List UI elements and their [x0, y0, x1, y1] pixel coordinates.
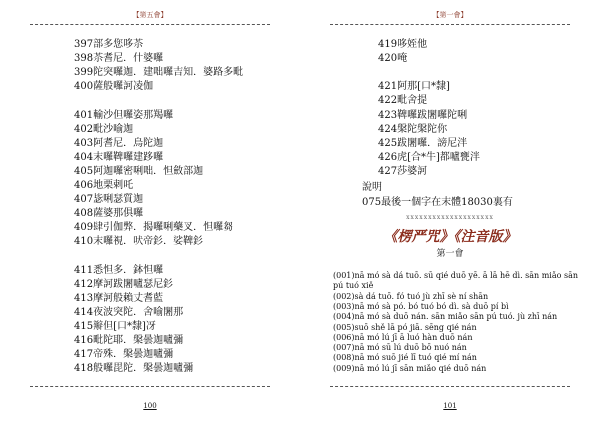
mantra-line: 399陀突囉迦．建咄囉吉知．婆路多毗: [74, 67, 244, 79]
footer-divider: [30, 386, 270, 387]
header-divider: [330, 24, 570, 25]
right-page-header: 【第一會】: [432, 11, 468, 19]
pinyin-line: (006)nā mó lú jī ā luó hàn duō nán: [333, 332, 473, 342]
pinyin-line: (001)nā mó sà dá tuō. sū qié duō yē. ā lā hē dì. sān miǎo sān: [333, 271, 579, 280]
mantra-line: 415辮但[口*隸]冴: [74, 321, 156, 332]
mantra-line: 413摩訶般賴丈耆藍: [74, 292, 164, 304]
right-page: [300, 0, 600, 424]
footer-divider: [330, 386, 570, 387]
pinyin-line: (008)nā mó suō jié lī tuó qié mí nán: [333, 353, 477, 363]
pinyin-line: (004)nā mó sà duō nán. sān miǎo sān pú tuó. jù zhī nán: [333, 312, 558, 322]
mantra-line: 412摩訶跋闍嚧瑟尼釤: [74, 278, 174, 290]
mantra-line: 426虎[合*牛]都嚧甕泮: [378, 151, 480, 163]
mantra-line: 403阿耆尼．烏陀迦: [74, 137, 164, 149]
mantra-line: 410末囉視．吠帝釤．娑鞞釤: [74, 236, 204, 248]
note-text: 075最後一個字在末體18030裏有: [362, 197, 513, 208]
left-page-number: 100: [143, 402, 157, 410]
mantra-line: 425跋闍囉．謗尼泮: [378, 137, 468, 149]
section-subtitle: 第一會: [436, 249, 464, 259]
mantra-line: 404末囉鞞囉建跢囉: [74, 151, 164, 163]
mantra-line: 407毖唎瑟質迦: [74, 194, 144, 206]
mantra-line: 420唵: [378, 53, 408, 65]
mantra-line: 402毗沙喻迦: [74, 123, 134, 135]
mantra-line: 423鞞囉跋闍囉陀唎: [378, 109, 468, 121]
mantra-line: 416毗陀耶．槃曇迦嚧彌: [74, 335, 184, 347]
mantra-line: 427莎婆訶: [378, 165, 428, 177]
pinyin-line: (007)nā mó sū lú duō bō nuó nán: [333, 343, 467, 353]
right-page-number: 101: [443, 402, 457, 410]
mantra-line: 424槃陀槃陀你: [378, 123, 448, 135]
note-label: 說明: [362, 182, 382, 193]
left-page-header: 【第五會】: [132, 11, 168, 19]
dotted-separator: xxxxxxxxxxxxxxxxxxxx: [406, 214, 494, 221]
mantra-line: 400薩般囉訶凌伽: [74, 81, 154, 93]
mantra-line: 405阿迦囉密唎咄．怛斂部迦: [74, 165, 204, 177]
mantra-line: 422毗舍提: [378, 95, 428, 107]
section-title: 《楞严咒》《注音版》: [383, 229, 517, 245]
mantra-line: 418般囉毘陀．槃曇迦嚧彌: [74, 363, 194, 375]
pinyin-line: pú tuó xiě: [333, 281, 374, 291]
pinyin-line: (003)nā mó sà pó. bó tuó bó dì. sà duō pí bì: [333, 301, 509, 311]
mantra-line: 406地栗剌吒: [74, 180, 134, 191]
mantra-line: 409肆引伽弊．揭囉唎藥叉．怛囉芻: [74, 222, 234, 234]
header-divider: [30, 24, 270, 25]
mantra-line: 417帝殊．槃曇迦嚧彌: [74, 349, 174, 361]
mantra-line: 421阿那[口*隸]: [378, 81, 450, 93]
mantra-line: 401輸沙但囉姿那羯囉: [74, 109, 174, 121]
pinyin-line: (002)sà dá tuō. fó tuó jù zhī sè ní shān: [333, 291, 489, 301]
mantra-line: 408薩婆那俱囉: [74, 208, 144, 220]
mantra-line: 414夜波突陀．舍喻闍那: [74, 306, 184, 318]
pinyin-line: (005)suō shě lā pó jiā. sēng qié nán: [333, 322, 477, 332]
mantra-line: 411悉怛多．鉢怛囉: [74, 264, 164, 276]
mantra-line: 419哆姪他: [378, 39, 428, 50]
pinyin-line: (009)nā mó lú jī sān miǎo qié duō nán: [333, 363, 487, 373]
mantra-line: 398苶耆尼．什婆囉: [74, 53, 164, 65]
mantra-line: 397部多您哆苶: [74, 39, 144, 50]
